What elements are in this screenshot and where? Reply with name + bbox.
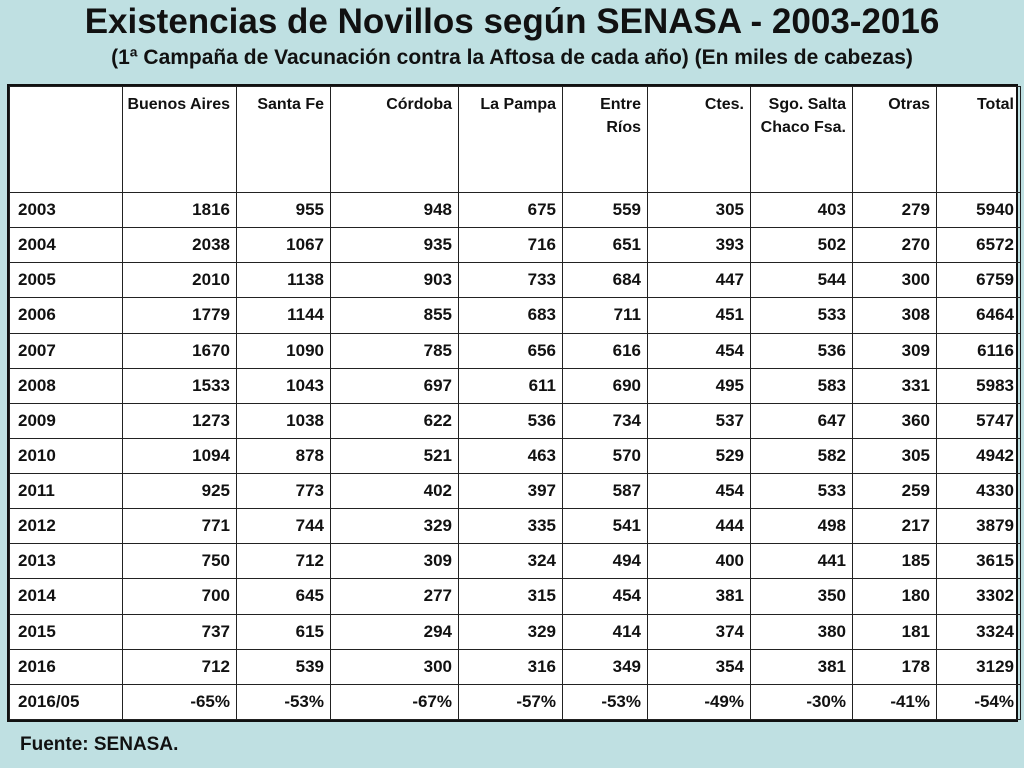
table-cell: 6464	[937, 298, 1021, 333]
table-cell: 277	[331, 579, 459, 614]
table-cell: 712	[237, 544, 331, 579]
table-cell: 615	[237, 614, 331, 649]
page-title: Existencias de Novillos según SENASA - 2003-2016	[84, 2, 940, 41]
header-cell: La Pampa	[459, 87, 563, 193]
table-cell: 335	[459, 509, 563, 544]
table-cell: 1533	[123, 368, 237, 403]
header-cell: Córdoba	[331, 87, 459, 193]
data-table-container	[7, 84, 1018, 722]
table-cell: 734	[563, 403, 648, 438]
table-cell: 329	[331, 509, 459, 544]
table-cell: 374	[648, 614, 751, 649]
table-cell: 495	[648, 368, 751, 403]
table-cell: 583	[751, 368, 853, 403]
table-cell: 454	[648, 333, 751, 368]
table-cell: -53%	[237, 684, 331, 719]
table-cell: 690	[563, 368, 648, 403]
table-cell: 1094	[123, 438, 237, 473]
table-cell: 925	[123, 474, 237, 509]
row-year-cell: 2003	[10, 193, 123, 228]
table-cell: 6759	[937, 263, 1021, 298]
table-cell: 1038	[237, 403, 331, 438]
table-cell: 539	[237, 649, 331, 684]
table-cell: 645	[237, 579, 331, 614]
header-cell-year	[10, 87, 123, 193]
table-cell: 402	[331, 474, 459, 509]
table-cell: 536	[459, 403, 563, 438]
row-year-cell: 2008	[10, 368, 123, 403]
table-cell: 381	[648, 579, 751, 614]
table-cell: 400	[648, 544, 751, 579]
table-cell: 533	[751, 474, 853, 509]
table-cell: 315	[459, 579, 563, 614]
table-cell: 1779	[123, 298, 237, 333]
source-note: Fuente: SENASA.	[20, 734, 179, 755]
table-row	[10, 193, 1021, 228]
table-cell: 855	[331, 298, 459, 333]
row-year-cell: 2015	[10, 614, 123, 649]
table-cell: 309	[853, 333, 937, 368]
table-row	[10, 509, 1021, 544]
table-cell: 955	[237, 193, 331, 228]
table-cell: 683	[459, 298, 563, 333]
row-year-cell: 2012	[10, 509, 123, 544]
table-cell: 316	[459, 649, 563, 684]
table-cell: 537	[648, 403, 751, 438]
header-cell: Santa Fe	[237, 87, 331, 193]
table-cell: 1138	[237, 263, 331, 298]
row-year-cell: 2009	[10, 403, 123, 438]
table-cell: 616	[563, 333, 648, 368]
header-cell: Entre Ríos	[563, 87, 648, 193]
page-subtitle: (1ª Campaña de Vacunación contra la Aftosa de cada año) (En miles de cabezas)	[111, 46, 913, 69]
table-cell: 737	[123, 614, 237, 649]
table-cell: 559	[563, 193, 648, 228]
table-cell: 2010	[123, 263, 237, 298]
table-cell: 217	[853, 509, 937, 544]
table-cell: 454	[563, 579, 648, 614]
table-row	[10, 403, 1021, 438]
table-cell: 354	[648, 649, 751, 684]
table-cell: 935	[331, 228, 459, 263]
table-cell: 1273	[123, 403, 237, 438]
header-cell: Total	[937, 87, 1021, 193]
table-cell: 878	[237, 438, 331, 473]
table-cell: 3129	[937, 649, 1021, 684]
table-cell: 684	[563, 263, 648, 298]
table-cell: 6572	[937, 228, 1021, 263]
table-cell: 5940	[937, 193, 1021, 228]
table-cell: 697	[331, 368, 459, 403]
table-cell: 773	[237, 474, 331, 509]
table-row	[10, 263, 1021, 298]
table-cell: 700	[123, 579, 237, 614]
table-cell: 744	[237, 509, 331, 544]
table-cell: -65%	[123, 684, 237, 719]
table-cell: 529	[648, 438, 751, 473]
row-year-cell: 2016/05	[10, 684, 123, 719]
table-cell: 403	[751, 193, 853, 228]
novillos-table	[9, 86, 1021, 720]
table-cell: 349	[563, 649, 648, 684]
table-cell: 1816	[123, 193, 237, 228]
table-cell: 536	[751, 333, 853, 368]
table-cell: 1670	[123, 333, 237, 368]
table-cell: -53%	[563, 684, 648, 719]
table-cell: 570	[563, 438, 648, 473]
table-cell: 3879	[937, 509, 1021, 544]
table-cell: 380	[751, 614, 853, 649]
table-cell: 441	[751, 544, 853, 579]
table-cell: 785	[331, 333, 459, 368]
table-cell: 716	[459, 228, 563, 263]
table-cell: 294	[331, 614, 459, 649]
table-cell: 331	[853, 368, 937, 403]
table-cell: 2038	[123, 228, 237, 263]
table-row	[10, 544, 1021, 579]
table-row	[10, 614, 1021, 649]
table-cell: -41%	[853, 684, 937, 719]
header-cell: Otras	[853, 87, 937, 193]
table-cell: 675	[459, 193, 563, 228]
row-year-cell: 2010	[10, 438, 123, 473]
table-cell: 498	[751, 509, 853, 544]
table-cell: 4942	[937, 438, 1021, 473]
table-cell: 300	[331, 649, 459, 684]
table-row	[10, 368, 1021, 403]
table-cell: 712	[123, 649, 237, 684]
table-cell: 279	[853, 193, 937, 228]
table-row	[10, 298, 1021, 333]
table-cell: -67%	[331, 684, 459, 719]
table-row	[10, 228, 1021, 263]
table-cell: 5747	[937, 403, 1021, 438]
table-cell: -57%	[459, 684, 563, 719]
row-year-cell: 2005	[10, 263, 123, 298]
table-cell: 647	[751, 403, 853, 438]
table-cell: 185	[853, 544, 937, 579]
table-cell: 309	[331, 544, 459, 579]
row-year-cell: 2016	[10, 649, 123, 684]
header-cell: Sgo. Salta Chaco Fsa.	[751, 87, 853, 193]
table-cell: 711	[563, 298, 648, 333]
table-cell: 451	[648, 298, 751, 333]
table-cell: 397	[459, 474, 563, 509]
table-cell: 381	[751, 649, 853, 684]
table-cell: 582	[751, 438, 853, 473]
table-cell: 178	[853, 649, 937, 684]
table-cell: 181	[853, 614, 937, 649]
header-cell: Ctes.	[648, 87, 751, 193]
table-cell: 502	[751, 228, 853, 263]
table-cell: 4330	[937, 474, 1021, 509]
table-cell: 750	[123, 544, 237, 579]
table-cell: 180	[853, 579, 937, 614]
table-cell: 350	[751, 579, 853, 614]
table-cell: -54%	[937, 684, 1021, 719]
table-row	[10, 579, 1021, 614]
table-cell: 544	[751, 263, 853, 298]
table-cell: 259	[853, 474, 937, 509]
table-cell: 3615	[937, 544, 1021, 579]
row-year-cell: 2014	[10, 579, 123, 614]
table-cell: 1067	[237, 228, 331, 263]
table-cell: 948	[331, 193, 459, 228]
table-cell: 305	[648, 193, 751, 228]
row-year-cell: 2013	[10, 544, 123, 579]
table-cell: 733	[459, 263, 563, 298]
table-cell: 521	[331, 438, 459, 473]
table-cell: 324	[459, 544, 563, 579]
table-cell: 3324	[937, 614, 1021, 649]
table-cell: 1043	[237, 368, 331, 403]
table-cell: 3302	[937, 579, 1021, 614]
table-cell: 494	[563, 544, 648, 579]
table-cell: 463	[459, 438, 563, 473]
row-year-cell: 2007	[10, 333, 123, 368]
table-cell: 308	[853, 298, 937, 333]
table-cell: -30%	[751, 684, 853, 719]
table-row	[10, 684, 1021, 719]
row-year-cell: 2004	[10, 228, 123, 263]
table-cell: 270	[853, 228, 937, 263]
table-body	[10, 193, 1021, 720]
table-cell: 447	[648, 263, 751, 298]
table-cell: 903	[331, 263, 459, 298]
table-cell: 6116	[937, 333, 1021, 368]
table-cell: 300	[853, 263, 937, 298]
table-cell: 444	[648, 509, 751, 544]
table-cell: 329	[459, 614, 563, 649]
table-cell: 622	[331, 403, 459, 438]
table-cell: 1090	[237, 333, 331, 368]
table-row	[10, 649, 1021, 684]
table-cell: -49%	[648, 684, 751, 719]
table-cell: 771	[123, 509, 237, 544]
table-cell: 360	[853, 403, 937, 438]
table-cell: 454	[648, 474, 751, 509]
table-cell: 656	[459, 333, 563, 368]
table-cell: 587	[563, 474, 648, 509]
table-cell: 5983	[937, 368, 1021, 403]
table-header-row	[10, 87, 1021, 193]
table-cell: 414	[563, 614, 648, 649]
table-row	[10, 474, 1021, 509]
table-row	[10, 438, 1021, 473]
table-row	[10, 333, 1021, 368]
table-cell: 305	[853, 438, 937, 473]
table-cell: 1144	[237, 298, 331, 333]
table-cell: 651	[563, 228, 648, 263]
table-cell: 541	[563, 509, 648, 544]
header-cell: Buenos Aires	[123, 87, 237, 193]
table-cell: 533	[751, 298, 853, 333]
table-cell: 611	[459, 368, 563, 403]
row-year-cell: 2011	[10, 474, 123, 509]
table-cell: 393	[648, 228, 751, 263]
row-year-cell: 2006	[10, 298, 123, 333]
